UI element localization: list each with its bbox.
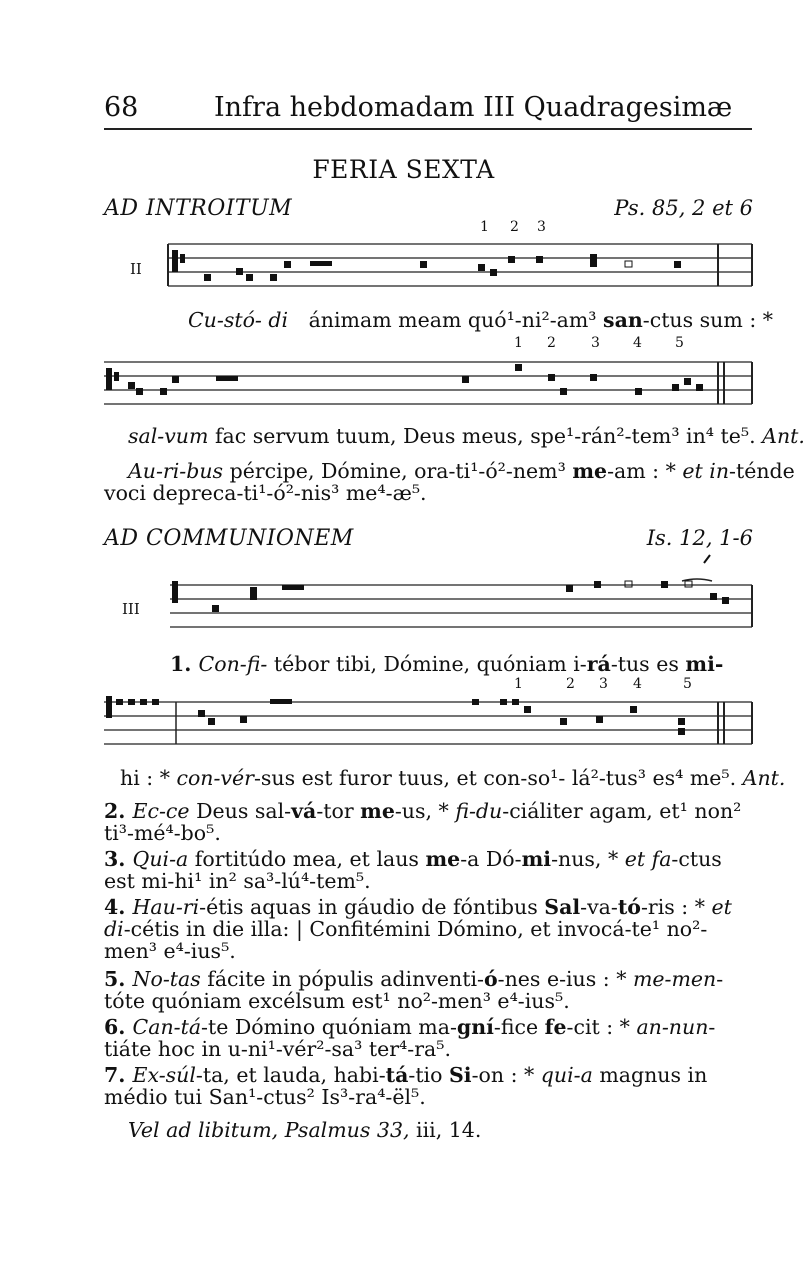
verse-segment: -ta, et lauda, habi- xyxy=(195,1063,386,1087)
verse-segment: fe xyxy=(544,1015,567,1039)
verse-segment: mi xyxy=(521,847,552,871)
verse-segment: -nes e-ius : * xyxy=(497,967,633,991)
mode-number: II xyxy=(130,260,142,278)
verse-segment: et fa xyxy=(624,847,672,871)
pointing-number: 4 xyxy=(633,676,642,692)
introit-heading: AD INTROITUM xyxy=(104,196,293,221)
verse-segment: me-men xyxy=(632,967,717,991)
pointing-number: 3 xyxy=(599,676,608,692)
verse-4 xyxy=(104,896,752,962)
introit-verse-line-1 xyxy=(128,459,795,483)
page-number: 68 xyxy=(104,92,139,123)
verse-number: 1. xyxy=(170,652,199,676)
pointing-number: 3 xyxy=(591,335,600,351)
verse-segment: -ciáliter agam, et¹ non² ti³-mé⁴-bo⁵. xyxy=(104,799,742,845)
verse-segment: qui-a xyxy=(540,1063,593,1087)
communion-reference: Is. 12, 1-6 xyxy=(646,526,753,550)
lyric-segment: -tus es xyxy=(610,652,686,676)
introit-staff-1 xyxy=(0,236,807,306)
verse-segment: Deus sal- xyxy=(189,799,292,823)
lyric-segment: Au-ri-bus xyxy=(128,459,224,483)
antiphon-marker: Ant. xyxy=(762,424,805,448)
verse-3 xyxy=(104,848,752,892)
pointing-number: 1 xyxy=(514,676,523,692)
verse-number: 6. xyxy=(104,1015,133,1039)
verse-segment: No-tas xyxy=(132,967,201,991)
verse-segment: et di xyxy=(104,895,732,941)
verse-segment: -tio xyxy=(408,1063,449,1087)
verse-segment: ó xyxy=(483,967,498,991)
lyric-accent: rá xyxy=(586,652,611,676)
closing-rubric xyxy=(128,1118,481,1142)
verse-segment: fortitúdo mea, et laus xyxy=(188,847,426,871)
verse-segment: -tóte quóniam excélsum est¹ no²-men³ e⁴-ius⁵. xyxy=(104,967,724,1013)
verse-6 xyxy=(104,1016,752,1060)
pointing-number: 2 xyxy=(547,335,556,351)
verse-segment: -tiáte hoc in u-ni¹-vér²-sa³ ter⁴-ra⁵. xyxy=(104,1015,716,1061)
verse-segment: -fice xyxy=(493,1015,545,1039)
lyric-segment: pércipe, Dómine, ora-ti¹-ó²-nem³ xyxy=(223,459,573,483)
verse-7 xyxy=(104,1064,752,1108)
lyric-segment: sal-vum xyxy=(128,424,209,448)
verse-segment: vá xyxy=(291,799,317,823)
lyric-segment: ánimam meam quó¹-ni²-am³ xyxy=(308,308,604,332)
verse-segment: -te Dómino quóniam ma- xyxy=(201,1015,457,1039)
verse-segment: -on : * xyxy=(471,1063,541,1087)
lyric-segment: fac servum tuum, Deus meus, spe¹-rán²-tem³ in⁴ te⁵. xyxy=(208,424,763,448)
verse-segment: Qui-a xyxy=(132,847,189,871)
lyric-segment: con-vér xyxy=(176,766,254,790)
pointing-number: 5 xyxy=(675,335,684,351)
verse-number: 4. xyxy=(104,895,133,919)
running-title: Infra hebdomadam III Quadragesimæ xyxy=(214,92,733,123)
closing-italic: Vel ad libitum, Psalmus 33, xyxy=(128,1118,410,1142)
verse-segment: -ctus est mi-hi¹ in² sa³-lú⁴-tem⁵. xyxy=(104,847,722,893)
verse-segment: Can-tá xyxy=(132,1015,202,1039)
verse-number: 7. xyxy=(104,1063,133,1087)
pointing-number: 1 xyxy=(480,219,489,235)
pointing-number: 1 xyxy=(514,335,523,351)
lyric-accent: mi- xyxy=(685,652,724,676)
lyric-segment: hi : * xyxy=(120,766,177,790)
verse-2 xyxy=(104,800,752,844)
lyric-segment: -ténde xyxy=(729,459,795,483)
communion-lyric-line-2 xyxy=(120,766,785,790)
pointing-number: 2 xyxy=(510,219,519,235)
verse-segment: -tor xyxy=(316,799,361,823)
verse-segment: tá xyxy=(385,1063,409,1087)
introit-staff-2 xyxy=(0,354,807,424)
pointing-number: 2 xyxy=(566,676,575,692)
verse-segment: Ec-ce xyxy=(132,799,190,823)
verse-segment: Ex-súl xyxy=(132,1063,196,1087)
verse-segment: -ris : * xyxy=(640,895,712,919)
verse-segment: Si xyxy=(448,1063,472,1087)
lyric-accent: me xyxy=(572,459,608,483)
introit-lyric-line-2 xyxy=(128,424,805,448)
verse-5 xyxy=(104,968,752,1012)
verse-segment: Hau-ri xyxy=(132,895,200,919)
verse-segment: Sal xyxy=(544,895,581,919)
communion-heading: AD COMMUNIONEM xyxy=(104,526,354,551)
pointing-number: 3 xyxy=(537,219,546,235)
verse-segment: magnus in médio tui San¹-ctus² Is³-ra⁴-ël⁵. xyxy=(104,1063,708,1109)
introit-verse-line-2: voci depreca-ti¹-ó²-nis³ me⁴-æ⁵. xyxy=(104,481,427,505)
verse-segment: -cétis in die illa: | Confitémini Dómino, et invocá-te¹ no²-men³ e⁴-ius⁵. xyxy=(104,917,708,963)
lyric-accent: san xyxy=(603,308,643,332)
pointing-number: 5 xyxy=(683,676,692,692)
verse-segment: fi-du xyxy=(455,799,503,823)
pointing-number: 4 xyxy=(633,335,642,351)
verse-segment: gní xyxy=(456,1015,494,1039)
verse-segment: me xyxy=(425,847,461,871)
communion-staff-2 xyxy=(0,694,807,764)
verse-number: 2. xyxy=(104,799,133,823)
verse-segment: -cit : * xyxy=(566,1015,637,1039)
verse-number: 5. xyxy=(104,967,133,991)
communion-lyric-line-1 xyxy=(170,652,723,676)
verse-segment: -va- xyxy=(580,895,618,919)
verse-segment: -nus, * xyxy=(551,847,625,871)
communion-staff-1 xyxy=(0,577,807,647)
lyric-segment: et in xyxy=(682,459,730,483)
header-rule xyxy=(104,128,752,130)
verse-number: 3. xyxy=(104,847,133,871)
feria-title: FERIA SEXTA xyxy=(312,155,495,184)
verse-segment: -us, * xyxy=(394,799,456,823)
verse-segment: me xyxy=(360,799,395,823)
lyric-segment: -am : * xyxy=(607,459,683,483)
introit-reference: Ps. 85, 2 et 6 xyxy=(614,196,753,220)
verse-segment: -a Dó- xyxy=(460,847,522,871)
lyric-segment: tébor tibi, Dómine, quóniam i- xyxy=(267,652,587,676)
introit-lyric-line-1 xyxy=(188,308,773,332)
verse-segment: fácite in pópulis adinventi- xyxy=(200,967,484,991)
lyric-segment: -ctus sum : * xyxy=(642,308,774,332)
closing-roman: iii, 14. xyxy=(409,1118,482,1142)
verse-segment: tó xyxy=(617,895,641,919)
mode-number: III xyxy=(122,600,140,618)
lyric-segment: Con-fi- xyxy=(198,652,268,676)
verse-segment: an-nun xyxy=(636,1015,709,1039)
lyric-segment: -sus est furor tuus, et con-so¹- lá²-tus³ es⁴ me⁵. xyxy=(253,766,743,790)
lyric-segment: Cu-stó- di xyxy=(188,308,289,332)
antiphon-marker: Ant. xyxy=(742,766,786,790)
verse-segment: -étis aquas in gáudio de fóntibus xyxy=(199,895,545,919)
